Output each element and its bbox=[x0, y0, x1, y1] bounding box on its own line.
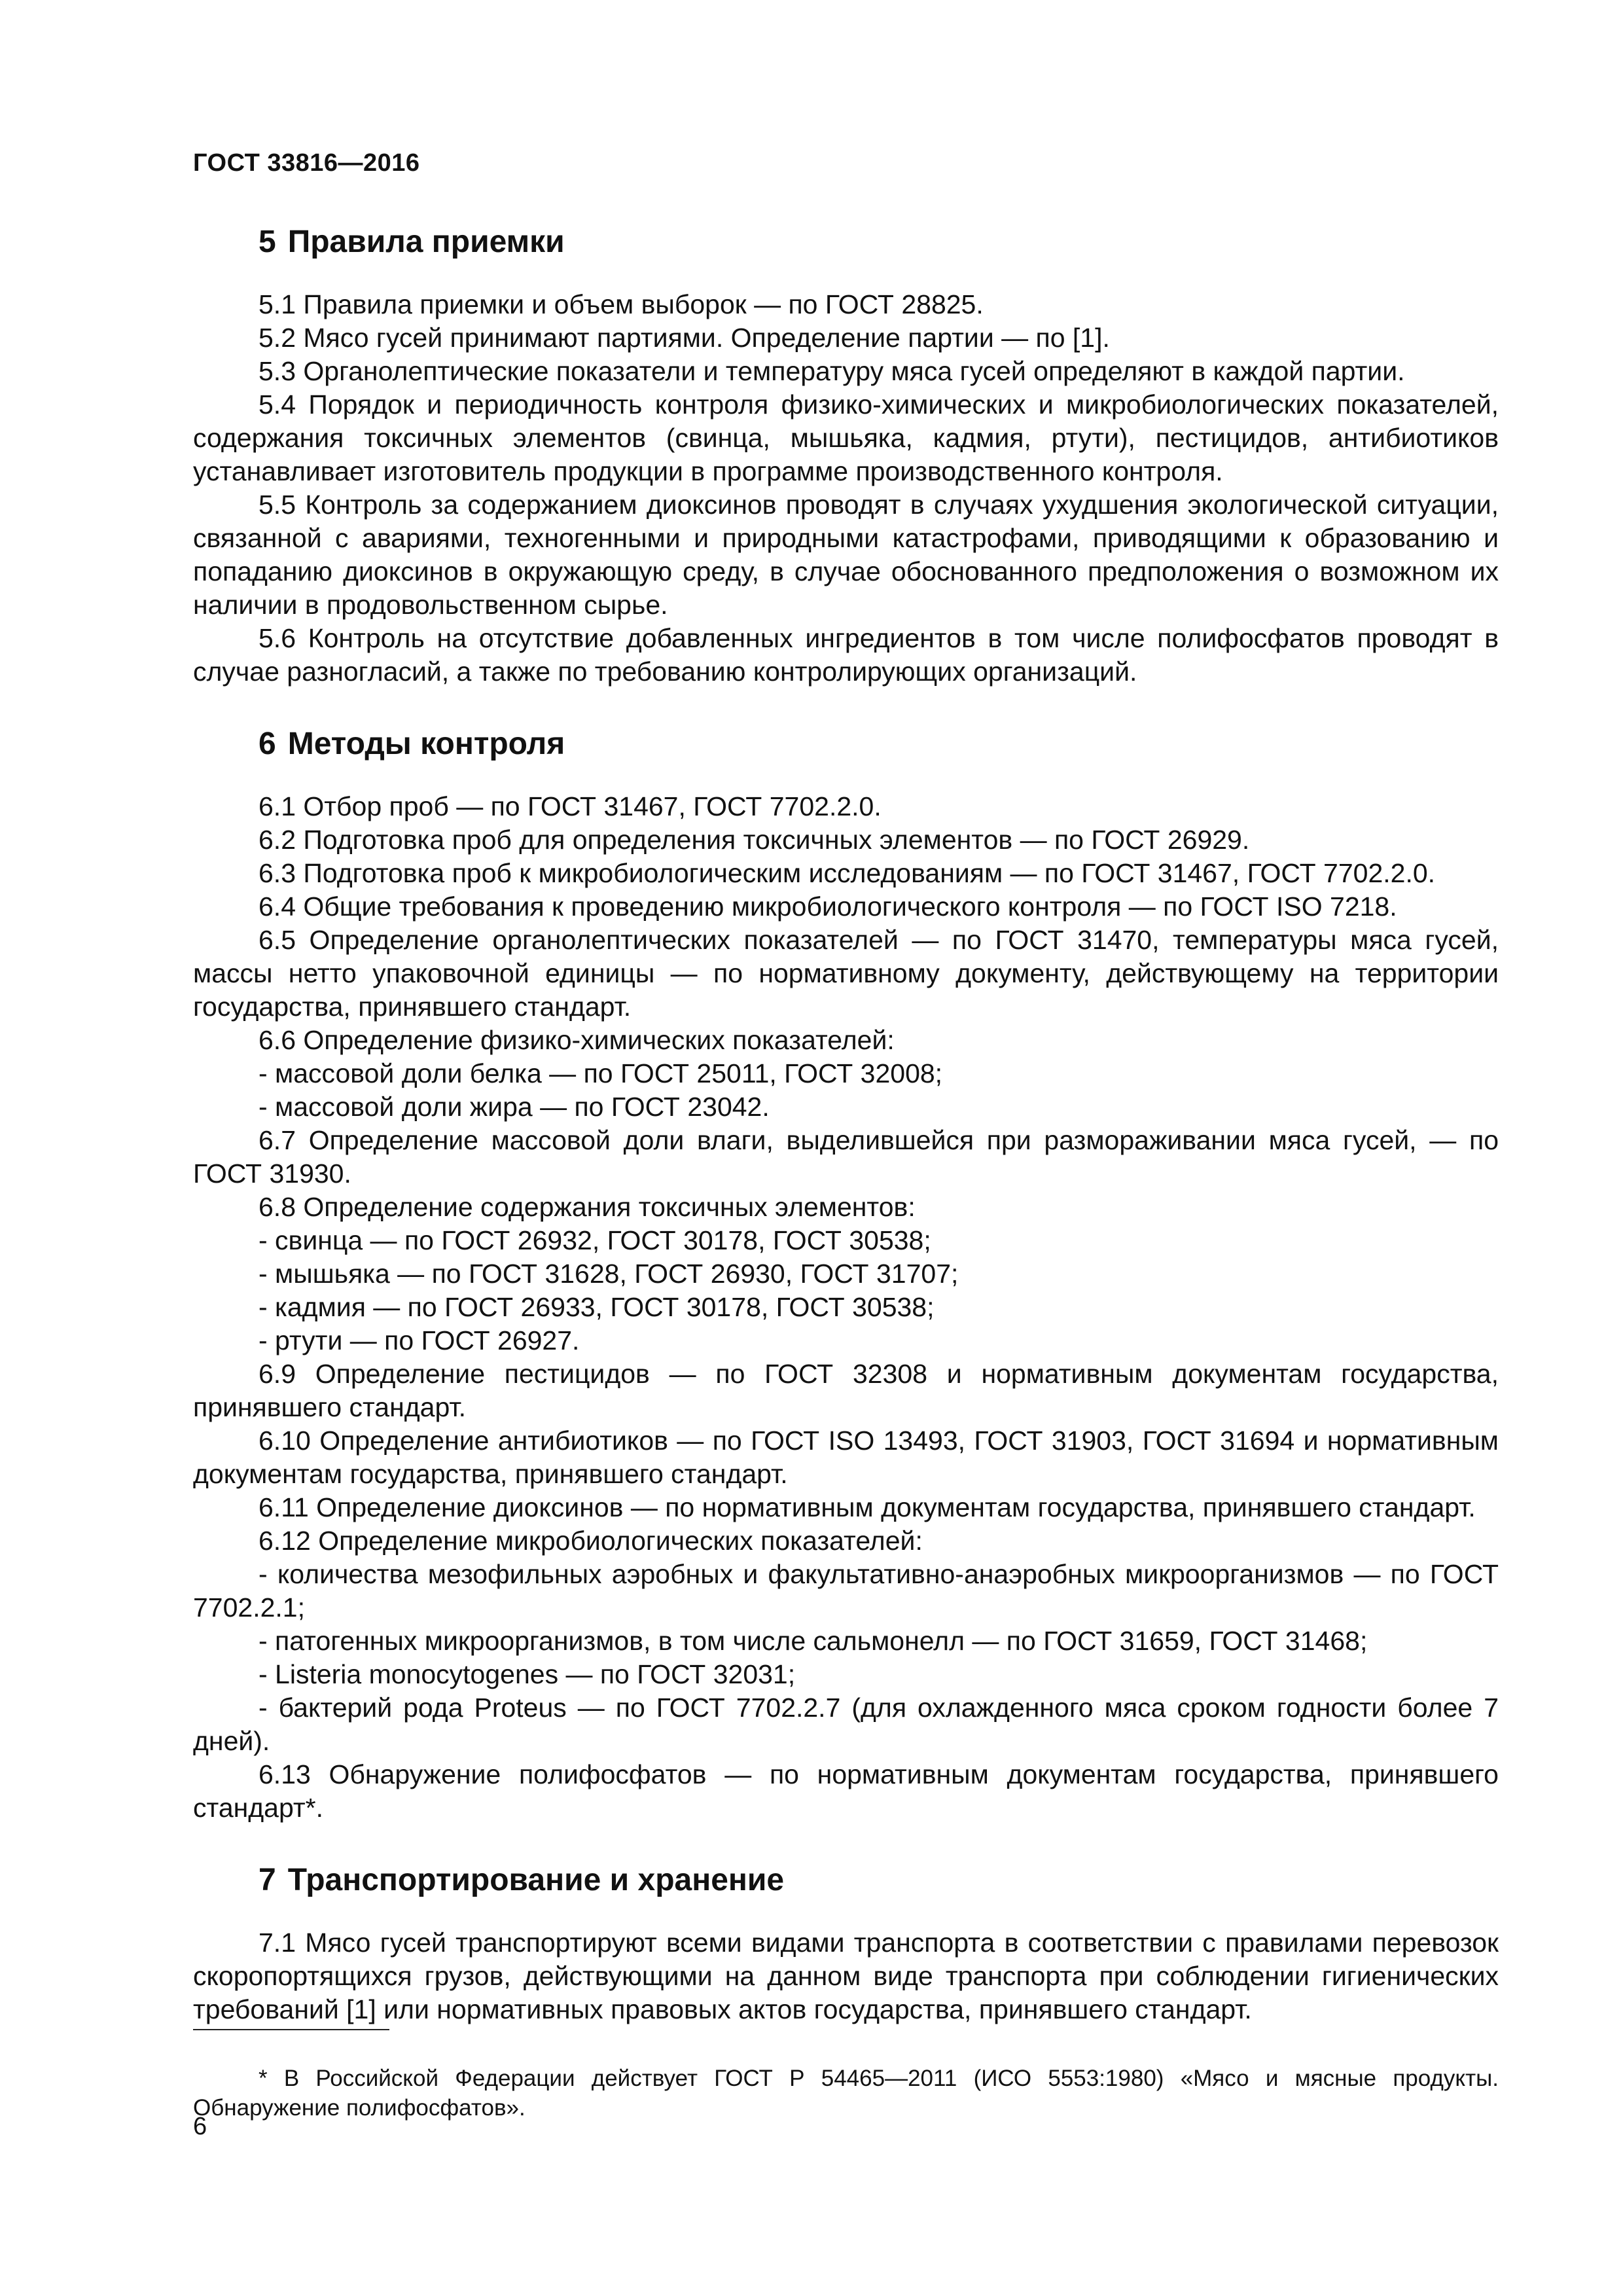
paragraph: 6.2 Подготовка проб для определения токсичных элементов — по ГОСТ 26929. bbox=[259, 825, 1250, 855]
section-heading bbox=[259, 725, 1499, 764]
list-item: - мышьяка — по ГОСТ 31628, ГОСТ 26930, ГОСТ 31707; bbox=[259, 1259, 959, 1289]
paragraph: 6.9 Определение пестицидов — по ГОСТ 32308 и нормативным документам государства, принявшего стандарт. bbox=[193, 1359, 1499, 1422]
paragraph: 5.6 Контроль на отсутствие добавленных ингредиентов в том числе полифосфатов проводят в случае разногласий, а также по требованию контролирующих организаций. bbox=[193, 623, 1499, 687]
section-heading bbox=[259, 223, 1499, 262]
section-title: Правила приемки bbox=[287, 224, 565, 259]
section-6 bbox=[193, 725, 1499, 1825]
section-number: 7 bbox=[259, 1863, 276, 1897]
document-body bbox=[193, 223, 1499, 2026]
paragraph: 5.1 Правила приемки и объем выборок — по ГОСТ 28825. bbox=[259, 289, 984, 319]
page-number: 6 bbox=[193, 2113, 207, 2140]
list-item: - кадмия — по ГОСТ 26933, ГОСТ 30178, ГОСТ 30538; bbox=[259, 1292, 935, 1322]
section-title: Транспортирование и хранение bbox=[287, 1863, 785, 1897]
paragraph: 6.8 Определение содержания токсичных элементов: bbox=[259, 1192, 916, 1222]
list-item: - массовой доли жира — по ГОСТ 23042. bbox=[259, 1092, 770, 1122]
paragraph: 7.1 Мясо гусей транспортируют всеми видами транспорта в соответствии с правилами перевозок скоропортящихся грузов, действующими на данном виде транспорта при соблюдении гигиенических требований [1] или нормативных правовых актов государства, принявшего стандарт. bbox=[193, 1928, 1499, 2024]
paragraph: 5.4 Порядок и периодичность контроля физико-химических и микробиологических показателей, содержания токсичных элементов (свинца, мышьяка, кадмия, ртути), пестицидов, антибиотиков устанавливает изготовитель продукции в программе производственного контроля. bbox=[193, 389, 1499, 486]
section-number: 6 bbox=[259, 726, 276, 761]
list-item: - количества мезофильных аэробных и факультативно-анаэробных микроорганизмов — по ГОСТ 7702.2.1; bbox=[193, 1559, 1499, 1623]
list-item: - массовой доли белка — по ГОСТ 25011, ГОСТ 32008; bbox=[259, 1058, 943, 1088]
section-heading bbox=[259, 1861, 1499, 1900]
paragraph: 6.12 Определение микробиологических показателей: bbox=[259, 1526, 923, 1556]
paragraph: 6.7 Определение массовой доли влаги, выделившейся при размораживании мяса гусей, — по ГОСТ 31930. bbox=[193, 1125, 1499, 1189]
list-item: - бактерий рода Proteus — по ГОСТ 7702.2.7 (для охлажденного мяса сроком годности более 7 дней). bbox=[193, 1693, 1499, 1756]
paragraph: 6.3 Подготовка проб к микробиологическим исследованиям — по ГОСТ 31467, ГОСТ 7702.2.0. bbox=[259, 858, 1436, 888]
footnote: * В Российской Федерации действует ГОСТ Р 54465—2011 (ИСО 5553:1980) «Мясо и мясные продукты. Обнаружение полифосфатов». bbox=[193, 2066, 1499, 2121]
document-code: ГОСТ 33816—2016 bbox=[193, 149, 420, 177]
section-7 bbox=[193, 1861, 1499, 2026]
list-item: - Listeria monocytogenes — по ГОСТ 32031; bbox=[259, 1659, 796, 1689]
paragraph: 6.11 Определение диоксинов — по нормативным документам государства, принявшего стандарт. bbox=[259, 1492, 1476, 1522]
paragraph: 6.13 Обнаружение полифосфатов — по нормативным документам государства, принявшего стандарт*. bbox=[193, 1759, 1499, 1823]
section-number: 5 bbox=[259, 224, 276, 259]
paragraph: 6.10 Определение антибиотиков — по ГОСТ ISO 13493, ГОСТ 31903, ГОСТ 31694 и нормативным документам государства, принявшего стандарт. bbox=[193, 1426, 1499, 1489]
paragraph: 5.2 Мясо гусей принимают партиями. Определение партии — по [1]. bbox=[259, 323, 1110, 353]
paragraph: 5.3 Органолептические показатели и температуру мяса гусей определяют в каждой партии. bbox=[259, 356, 1405, 386]
paragraph: 6.6 Определение физико-химических показателей: bbox=[259, 1025, 895, 1055]
footnote-separator bbox=[193, 2029, 389, 2030]
paragraph: 6.4 Общие требования к проведению микробиологического контроля — по ГОСТ ISO 7218. bbox=[259, 891, 1397, 922]
list-item: - свинца — по ГОСТ 26932, ГОСТ 30178, ГОСТ 30538; bbox=[259, 1225, 931, 1255]
paragraph: 6.5 Определение органолептических показателей — по ГОСТ 31470, температуры мяса гусей, массы нетто упаковочной единицы — по нормативному документу, действующему на территории государства, принявшего стандарт. bbox=[193, 925, 1499, 1022]
section-title: Методы контроля bbox=[287, 726, 565, 761]
list-item: - патогенных микроорганизмов, в том числе сальмонелл — по ГОСТ 31659, ГОСТ 31468; bbox=[259, 1626, 1368, 1656]
list-item: - ртути — по ГОСТ 26927. bbox=[259, 1325, 580, 1355]
paragraph: 5.5 Контроль за содержанием диоксинов проводят в случаях ухудшения экологической ситуации, связанной с авариями, техногенными и природными катастрофами, приводящими к образованию и попаданию диоксинов в окружающую среду, в случае обоснованного предположения о возможном их наличии в продовольственном сырье. bbox=[193, 490, 1499, 620]
paragraph: 6.1 Отбор проб — по ГОСТ 31467, ГОСТ 7702.2.0. bbox=[259, 791, 882, 821]
section-5 bbox=[193, 223, 1499, 689]
